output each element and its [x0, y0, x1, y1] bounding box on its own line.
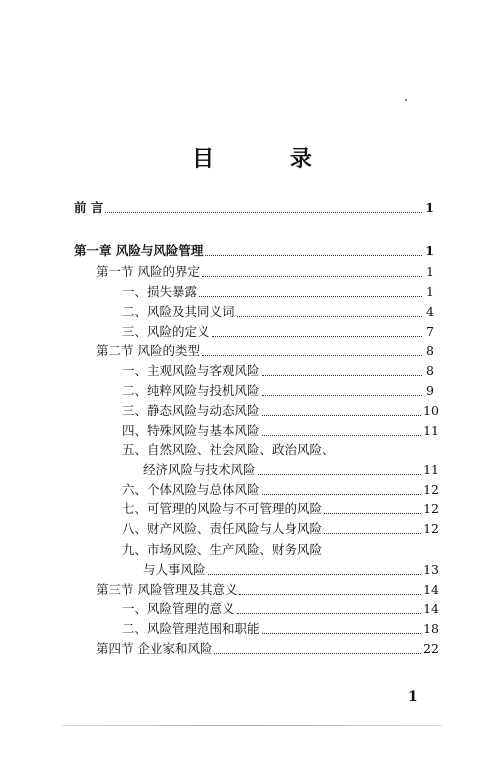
toc-entry-page: 4 [426, 304, 434, 319]
leader-dots [212, 335, 422, 337]
toc-entry-chapter-1[interactable] [74, 242, 434, 260]
toc-entry-page: 10 [423, 403, 439, 418]
toc-entry-page: 11 [423, 462, 439, 477]
toc-entry-page: 8 [426, 363, 434, 378]
toc-entry-preface[interactable] [74, 199, 434, 217]
leader-dots [262, 493, 422, 495]
toc-entry-label: 第三节 风险管理及其意义 [96, 582, 238, 597]
toc-entry-item[interactable] [122, 600, 439, 618]
leader-dots [199, 295, 422, 297]
scan-edge-line [62, 725, 442, 726]
leader-dots [239, 593, 421, 595]
toc-entry-item[interactable] [122, 541, 439, 559]
toc-entry-item[interactable] [122, 481, 439, 499]
toc-entry-item[interactable] [122, 402, 439, 420]
toc-entry-page: 12 [423, 501, 439, 516]
toc-entry-page: 11 [423, 423, 439, 438]
toc-entry-section-1[interactable] [96, 263, 434, 281]
toc-entry-item[interactable] [122, 303, 434, 321]
toc-entry-label: 五、自然风险、社会风险、政治风险、 [122, 442, 335, 457]
leader-dots [262, 434, 422, 436]
toc-entry-section-2[interactable] [96, 342, 434, 360]
leader-dots [202, 275, 422, 277]
toc-entry-label: 第四节 企业家和风险 [96, 641, 213, 656]
toc-entry-page: 1 [426, 264, 434, 279]
leader-dots [237, 612, 422, 614]
toc-entry-label: 第二节 风险的类型 [96, 343, 200, 358]
leader-dots [262, 374, 422, 376]
leader-dots [214, 652, 421, 654]
toc-entry-label: 六、个体风险与总体风险 [122, 482, 260, 497]
toc-entry-page: 22 [423, 641, 439, 656]
leader-dots [237, 315, 422, 317]
toc-entry-label: 经济风险与技术风险 [143, 462, 256, 477]
toc-entry-page: 18 [423, 621, 439, 636]
toc-entry-label: 二、风险管理范围和职能 [122, 621, 260, 636]
toc-entry-label: 七、可管理的风险与不可管理的风险 [122, 501, 323, 516]
toc-entry-page: 13 [423, 562, 439, 577]
toc-entry-item[interactable] [122, 500, 439, 518]
scan-speck [405, 99, 407, 101]
toc-entry-page: 7 [426, 324, 434, 339]
toc-entry-section-3[interactable] [96, 581, 439, 599]
toc-entry-label: 八、财产风险、责任风险与人身风险 [122, 521, 323, 536]
toc-entry-page: 1 [425, 243, 434, 258]
toc-entry-item[interactable] [122, 323, 434, 341]
toc-entry-label: 第一章 风险与风险管理 [74, 243, 204, 258]
toc-entry-label: 一、主观风险与客观风险 [122, 363, 260, 378]
toc-entry-page: 14 [423, 582, 439, 597]
leader-dots [258, 473, 422, 475]
toc-entry-item[interactable] [122, 422, 439, 440]
toc-entry-label: 一、风险管理的意义 [122, 601, 235, 616]
leader-dots [262, 414, 422, 416]
toc-entry-label: 三、风险的定义 [122, 324, 210, 339]
toc-entry-item-continued[interactable] [143, 561, 439, 579]
toc-entry-item-continued[interactable] [143, 461, 439, 479]
toc-entry-label: 九、市场风险、生产风险、财务风险 [122, 542, 323, 557]
leader-dots [262, 632, 422, 634]
toc-entry-page: 12 [423, 521, 439, 536]
toc-entry-label: 二、纯粹风险与投机风险 [122, 383, 260, 398]
toc-entry-section-4[interactable] [96, 640, 439, 658]
leader-dots [105, 211, 422, 213]
toc-entry-label: 二、风险及其同义词 [122, 304, 235, 319]
toc-entry-item[interactable] [122, 620, 439, 638]
leader-dots [324, 532, 421, 534]
page-number: 1 [408, 689, 418, 705]
leader-dots [262, 394, 422, 396]
toc-entry-item[interactable] [122, 362, 434, 380]
toc-entry-label: 四、特殊风险与基本风险 [122, 423, 260, 438]
toc-entry-page: 9 [426, 383, 434, 398]
toc-entry-page: 8 [426, 343, 434, 358]
toc-entry-page: 1 [425, 200, 434, 215]
leader-dots [324, 512, 421, 514]
toc-entry-label: 三、静态风险与动态风险 [122, 403, 260, 418]
toc-entry-label: 与人事风险 [143, 562, 206, 577]
toc-title: 目 录 [192, 146, 346, 172]
toc-entry-item[interactable] [122, 441, 439, 459]
leader-dots [205, 254, 422, 256]
leader-dots [202, 354, 422, 356]
toc-entry-label: 第一节 风险的界定 [96, 264, 200, 279]
toc-entry-page: 12 [423, 482, 439, 497]
toc-entry-label: 前 言 [74, 200, 104, 215]
leader-dots [208, 573, 422, 575]
toc-entry-page: 1 [426, 284, 434, 299]
toc-entry-label: 一、损失暴露 [122, 284, 198, 299]
toc-entry-page: 14 [423, 601, 439, 616]
toc-entry-item[interactable] [122, 520, 439, 538]
toc-entry-item[interactable] [122, 283, 434, 301]
toc-entry-item[interactable] [122, 382, 434, 400]
